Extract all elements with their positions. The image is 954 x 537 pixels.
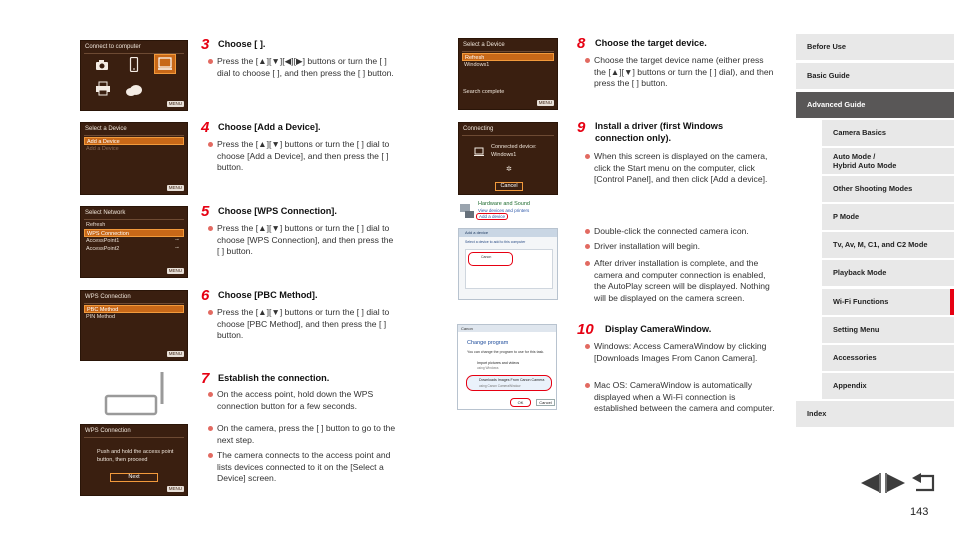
- menu-badge: MENU: [538, 100, 552, 105]
- nav-advanced-guide[interactable]: Advanced Guide: [796, 92, 954, 118]
- menu-item-wps-connection: WPS Connection: [84, 229, 184, 237]
- change-program-title: Change program: [467, 340, 509, 346]
- access-point-illustration: [100, 370, 168, 418]
- step-bullet: Windows: Access CameraWindow by clicking [Downloads Images From Canon Camera].: [594, 341, 776, 364]
- camera-screen-connecting: [458, 122, 558, 195]
- step-title: Choose [ ].: [218, 39, 266, 49]
- step-title: Install a driver (first Windows connection only).: [595, 121, 724, 143]
- previous-page-icon[interactable]: [859, 473, 881, 493]
- import-option: [469, 361, 549, 371]
- step-number: 7: [201, 370, 210, 387]
- step-number: 10: [577, 321, 594, 338]
- add-device-link: Add a device: [476, 213, 508, 220]
- step-bullet: The camera connects to the access point and lists devices connected to it on the [Select a Device] screen.: [217, 450, 397, 485]
- loading-icon: ✲: [506, 166, 512, 173]
- screen-title: Select Network: [85, 210, 126, 216]
- camera-screen-connect-to-computer: [80, 40, 188, 111]
- menu-item-add-device: Add a Device: [84, 137, 184, 145]
- step-bullet: Double-click the connected camera icon.: [594, 226, 784, 238]
- nav-appendix[interactable]: Appendix: [822, 373, 954, 399]
- instruction-text: button, then proceed: [97, 457, 148, 463]
- nav-wifi-functions[interactable]: Wi-Fi Functions: [822, 289, 954, 315]
- search-status: Search complete: [463, 89, 505, 95]
- step-bullet: Press the [▲][▼] buttons or turn the [ ] dial to choose [WPS Connection], and then press the [ ] button.: [217, 223, 395, 258]
- add-device-window: [458, 228, 558, 300]
- step-number: 6: [201, 287, 210, 304]
- menu-item-windows1: Windows1: [464, 62, 490, 68]
- view-devices-link: View devices and printers: [478, 208, 530, 213]
- download-option-sub: using Canon CameraWindow: [479, 384, 521, 388]
- step-bullet: Mac OS: CameraWindow is automatically displayed when a Wi-Fi connection is established between the camera and computer.: [594, 380, 776, 415]
- step-number: 5: [201, 203, 210, 220]
- step-bullet: On the access point, hold down the WPS connection button for a few seconds.: [217, 389, 397, 412]
- step-bullet: Press the [▲][▼] buttons or turn the [ ] dial to choose [PBC Method], and then press the [ ] button.: [217, 307, 395, 342]
- menu-item-refresh: Refresh: [86, 222, 106, 228]
- nav-p-mode[interactable]: P Mode: [822, 204, 954, 230]
- camera-screen-select-device: [80, 122, 188, 195]
- nav-before-use[interactable]: Before Use: [796, 34, 954, 60]
- screen-title: WPS Connection: [85, 428, 131, 434]
- screen-title: Select a Device: [463, 42, 505, 48]
- device-name: Windows1: [491, 152, 517, 158]
- menu-item-pin-method: PIN Method: [86, 314, 116, 320]
- menu-badge: MENU: [168, 101, 182, 106]
- key-icon: ⊸: [174, 245, 179, 251]
- nav-other-shooting-modes[interactable]: Other Shooting Modes: [822, 176, 954, 202]
- camera-screen-select-device-windows: [458, 38, 558, 110]
- step-bullet: Press the [▲][▼] buttons or turn the [ ] dial to choose [Add a Device], and then press the [ ] button.: [217, 139, 395, 174]
- canon-label: Canon: [461, 326, 473, 331]
- menu-item-access-point-1: AccessPoint1: [86, 238, 120, 244]
- camera-screen-select-network: [80, 206, 188, 278]
- step-bullet: After driver installation is complete, and the camera and computer connection is enabled, the AutoPlay screen will be displayed. Nothing will be displayed on the camera screen.: [594, 258, 774, 304]
- menu-badge: MENU: [168, 185, 182, 190]
- hardware-title: Hardware and Sound: [478, 201, 530, 207]
- next-button: Next: [110, 473, 158, 482]
- camera-device-icon: [468, 252, 513, 266]
- camera-icon: [95, 58, 109, 70]
- nav-playback-mode[interactable]: Playback Mode: [822, 260, 954, 286]
- nav-auto-mode[interactable]: [822, 148, 954, 174]
- step-bullet: When this screen is displayed on the camera, click the Start menu on the computer, click [Control Panel], and then click [Add a device].: [594, 151, 774, 186]
- printer-icon: [95, 81, 111, 96]
- camera-screen-wps-push-button: [80, 424, 188, 496]
- computer-icon-selected: [154, 54, 176, 74]
- step-title: Choose [WPS Connection].: [218, 206, 337, 216]
- devices-icon: [459, 202, 475, 220]
- window-heading: Select a device to add to this computer: [465, 240, 526, 244]
- step-number: 8: [577, 35, 586, 52]
- menu-item-refresh: Refresh: [462, 53, 554, 61]
- device-label: Canon: [481, 255, 492, 259]
- menu-item-access-point-2: AccessPoint2: [86, 246, 120, 252]
- cancel-button: Cancel: [495, 182, 523, 191]
- menu-item-add-device-faded: Add a Device: [86, 146, 119, 152]
- smartphone-icon: [129, 57, 139, 72]
- nav-index[interactable]: Index: [796, 401, 954, 427]
- nav-accessories[interactable]: Accessories: [822, 345, 954, 371]
- nav-auto-mode-line1: Auto Mode /: [833, 152, 876, 161]
- computer-icon: [473, 144, 485, 154]
- hardware-sound-panel: [457, 200, 557, 224]
- change-program-window: [457, 324, 557, 410]
- instruction-text: Push and hold the access point: [97, 449, 174, 455]
- screen-title: Connecting: [463, 126, 494, 132]
- key-icon: ⊸: [174, 237, 179, 243]
- nav-tv-av-m-mode[interactable]: Tv, Av, M, C1, and C2 Mode: [822, 232, 954, 258]
- step-title: Choose [PBC Method].: [218, 290, 318, 300]
- step-title: Establish the connection.: [218, 373, 330, 383]
- step-bullet: Press the [▲][▼][◀][▶] buttons or turn the [ ] dial to choose [ ], and then press the [ ] button.: [217, 56, 395, 79]
- menu-badge: MENU: [168, 486, 182, 491]
- step-number: 9: [577, 119, 586, 136]
- change-program-desc: You can change the program to use for this task.: [467, 350, 545, 354]
- step-bullet: Driver installation will begin.: [594, 241, 784, 253]
- next-page-icon[interactable]: [885, 473, 907, 493]
- menu-badge: MENU: [168, 351, 182, 356]
- window-title: Add a device: [465, 230, 489, 235]
- screen-title: Connect to computer: [85, 44, 141, 50]
- step-number: 4: [201, 119, 210, 136]
- step-title: Display CameraWindow.: [605, 324, 712, 334]
- nav-setting-menu[interactable]: Setting Menu: [822, 317, 954, 343]
- download-option: [466, 375, 552, 391]
- connected-label: Connected device:: [491, 144, 537, 150]
- nav-camera-basics[interactable]: Camera Basics: [822, 120, 954, 146]
- import-option-title: Import pictures and videos: [477, 361, 520, 365]
- step-title: Choose the target device.: [595, 38, 707, 48]
- cloud-icon: [125, 83, 143, 95]
- step-number: 3: [201, 36, 210, 53]
- download-option-title: Downloads Images From Canon Camera: [479, 378, 545, 382]
- step-bullet: On the camera, press the [ ] button to go to the next step.: [217, 423, 397, 446]
- cancel-button-pc: Cancel: [536, 399, 555, 406]
- camera-screen-wps-method: [80, 290, 188, 361]
- page-number: 143: [910, 506, 929, 518]
- import-option-sub: using Windows: [477, 366, 499, 370]
- step-title: Choose [Add a Device].: [218, 122, 321, 132]
- menu-item-pbc-method: PBC Method: [84, 305, 184, 313]
- screen-title: WPS Connection: [85, 294, 131, 300]
- nav-basic-guide[interactable]: Basic Guide: [796, 63, 954, 89]
- menu-badge: MENU: [168, 268, 182, 273]
- screen-title: Select a Device: [85, 126, 127, 132]
- nav-auto-mode-line2: Hybrid Auto Mode: [833, 161, 897, 170]
- return-icon[interactable]: [911, 473, 935, 493]
- ok-button: OK: [510, 398, 531, 407]
- step-bullet: Choose the target device name (either press the [▲][▼] buttons or turn the [ ] dial), and then press the [ ] button.: [594, 55, 776, 90]
